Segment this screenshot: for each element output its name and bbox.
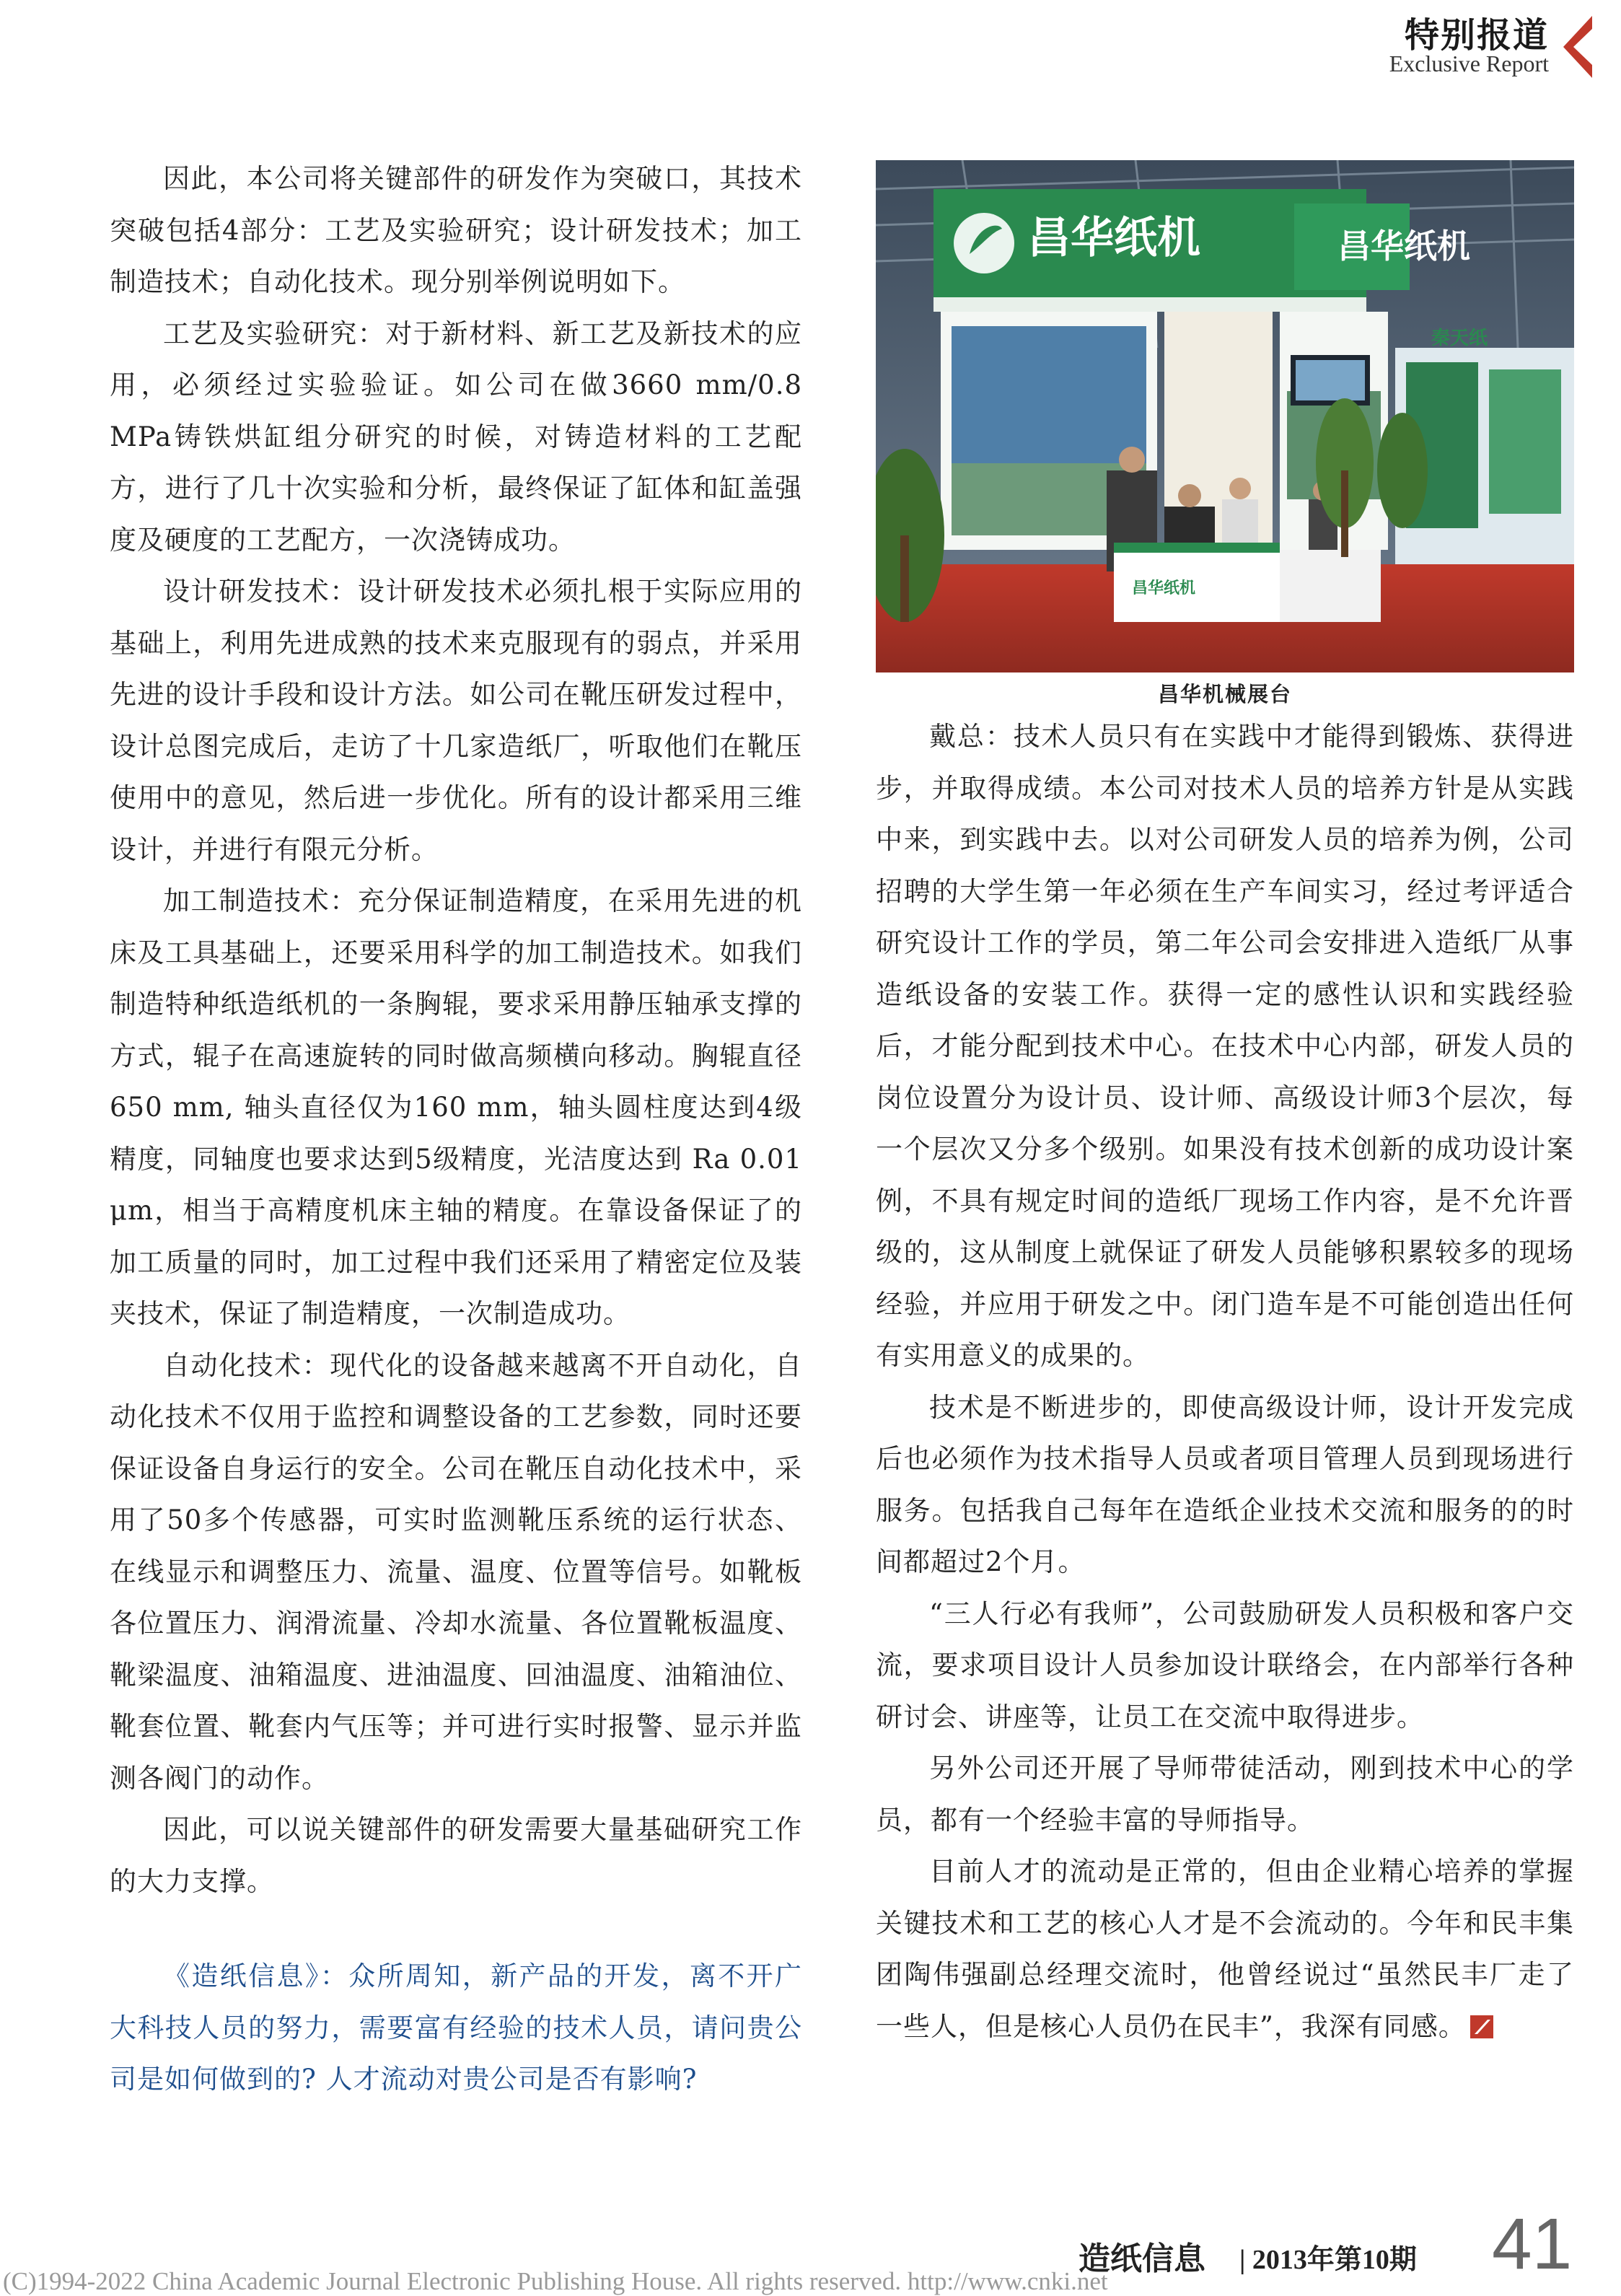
page-header [1332,7,1592,87]
paragraph: 戴总：技术人员只有在实践中才能得到锻炼、获得进步，并取得成绩。本公司对技术人员的培养方针是从实践中来，到实践中去。以对公司研发人员的培养为例，公司招聘的大学生第一年必须在生产车间实习，经过考评适合研究设计工作的学员，第二年公司会安排进入造纸厂从事造纸设备的安装工作。获得一定的感性认识和实践经验后，才能分配到技术中心。在技术中心内部，研发人员的岗位设置分为设计员、设计师、高级设计师3个层次，每一个层次又分多个级别。如果没有技术创新的成功设计案例，不具有规定时间的造纸厂现场工作内容，是不允许晋级的，这从制度上就保证了研发人员能够积累较多的现场经验，并应用于研发之中。闭门造车是不可能创造出任何有实用意义的成果的。 [876,721,1574,1371]
paragraph: 工艺及实验研究：对于新材料、新工艺及新技术的应用，必须经过实验验证。如公司在做3660 mm/0.8 MPa铸铁烘缸组分研究的时候，对铸造材料的工艺配方，进行了几十次实验和分析，最终保证了缸体和缸盖强度及硬度的工艺配方，一次浇铸成功。 [110,317,802,556]
booth-sign-left: 昌华纸机 [1027,213,1200,263]
booth-sign-right: 昌华纸机 [1337,227,1470,266]
section-subtitle: Exclusive Report [1389,51,1549,76]
photo-caption: 昌华机械展台 [1157,682,1292,706]
last-paragraph [876,1846,1574,2052]
paragraph: “三人行必有我师”，公司鼓励研发人员积极和客户交流，要求项目设计人员参加设计联络会，在内部举行各种研讨会、讲座等，让员工在交流中取得进步。 [876,1598,1574,1732]
left-column [110,153,802,2106]
chevron-left-icon [1563,16,1592,78]
desk-logo: 昌华纸机 [1132,579,1196,597]
exhibition-booth-photo [876,160,1574,672]
paragraph-text: 目前人才的流动是正常的，但由企业精心培养的掌握关键技术和工艺的核心人才是不会流动的。今年和民丰集团陶伟强副总经理交流时，他曾经说过“虽然民丰厂走了一些人，但是核心人员仍在民丰”，我深有同感。 [876,1856,1574,2042]
paragraph: 设计研发技术：设计研发技术必须扎根于实际应用的基础上，利用先进成熟的技术来克服现有的弱点，并采用先进的设计手段和设计方法。如公司在靴压研发过程中，设计总图完成后，走访了十几家造纸厂，听取他们在靴压使用中的意见，然后进一步优化。所有的设计都采用三维设计，并进行有限元分析。 [110,576,802,865]
page-footer [0,2204,1621,2295]
issue-label: | 2013年第10期 [1239,2245,1417,2275]
paragraph: 自动化技术：现代化的设备越来越离不开自动化，自动化技术不仅用于监控和调整设备的工艺参数，同时还要保证设备自身运行的安全。公司在靴压自动化技术中，采用了50多个传感器，可实时监测靴压系统的运行状态、在线显示和调整压力、流量、温度、位置等信号。如靴板各位置压力、润滑流量、冷却水流量、各位置靴板温度、靴梁温度、油箱温度、进油温度、回油温度、油箱油位、靴套位置、靴套内气压等；并可进行实时报警、显示并监测各阀门的动作。 [110,1349,802,1794]
neighbor-booth-sign: 秦天纸 [1431,328,1488,349]
interview-question: 《造纸信息》：众所周知，新产品的开发，离不开广大科技人员的努力，需要富有经验的技术人员，请问贵公司是如何做到的? 人才流动对贵公司是否有影响? [110,1960,802,2095]
journal-name: 造纸信息 [1079,2240,1205,2277]
paragraph: 另外公司还开展了导师带徒活动，刚到技术中心的学员，都有一个经验丰富的导师指导。 [876,1753,1574,1836]
right-column [876,711,1574,2052]
paragraph: 技术是不断进步的，即使高级设计师，设计开发完成后也必须作为技术指导人员或者项目管理人员到现场进行服务。包括我自己每年在造纸企业技术交流和服务的的时间都超过2个月。 [876,1391,1574,1577]
article-end-mark-icon [1470,2015,1493,2038]
paragraph: 加工制造技术：充分保证制造精度，在采用先进的机床及工具基础上，还要采用科学的加工制造技术。如我们制造特种纸造纸机的一条胸辊，要求采用静压轴承支撑的方式，辊子在高速旋转的同时做高频横向移动。胸辊直径650 mm, 轴头直径仅为160 mm，轴头圆柱度达到4级精度，同轴度也要求达到5级精度，光洁度达到 Ra 0.01 μm，相当于高精度机床主轴的精度。在靠设备保证了的加工质量的同时，加工过程中我们还采用了精密定位及装夹技术，保证了制造精度，一次制造成功。 [110,885,802,1329]
copyright-watermark: (C)1994-2022 China Academic Journal Electronic Publishing House. All rights reserved. http://www.cnki.net [3,2267,1108,2295]
paragraph: 因此，可以说关键部件的研发需要大量基础研究工作的大力支撑。 [110,1814,802,1897]
section-title: 特别报道 [1404,15,1549,56]
paragraph: 因此，本公司将关键部件的研发作为突破口，其技术突破包括4部分：工艺及实验研究；设计研发技术；加工制造技术；自动化技术。现分别举例说明如下。 [110,163,802,297]
page-number: 41 [1492,2204,1573,2284]
